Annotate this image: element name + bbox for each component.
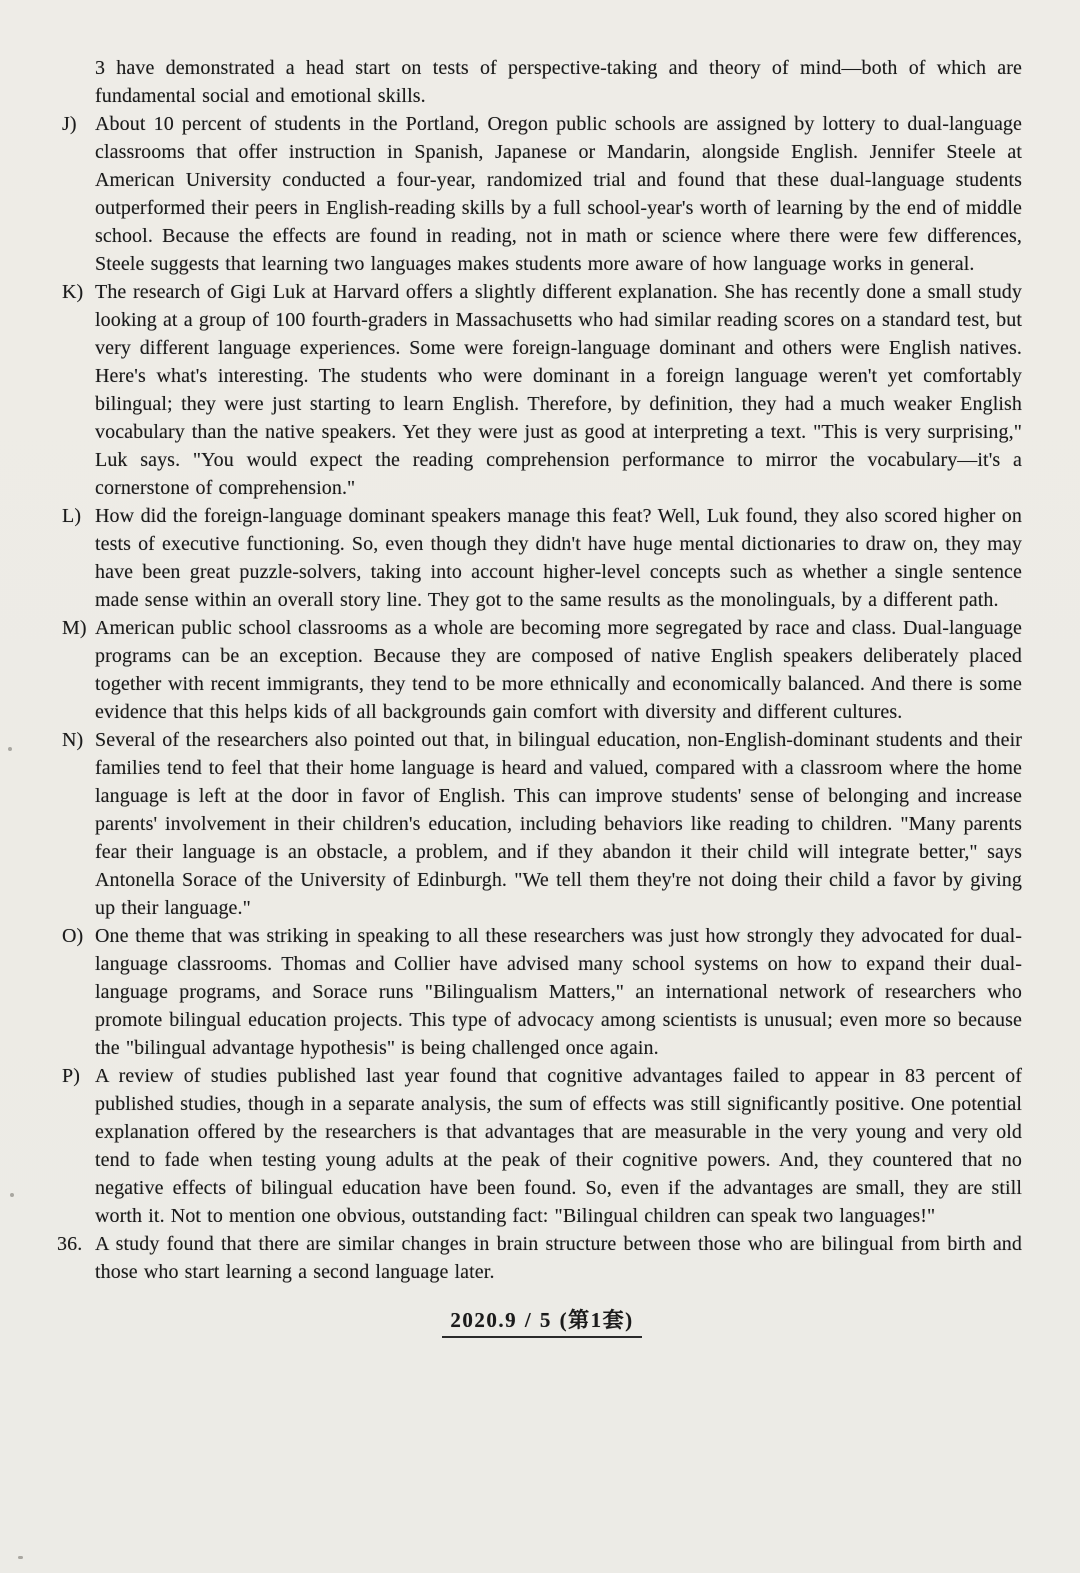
passage-paragraph-n xyxy=(62,726,1022,922)
paragraph-text: Several of the researchers also pointed out that, in bilingual education, non-English-dominant students and their families tend to feel that their home language is heard and valued, compared with a classroom where the home language is left at the door in favor of English. This can improve students' sense of belonging and increase parents' involvement in their children's education, including behaviors like reading to children. "Many parents fear their language is an obstacle, a problem, and if they abandon it their child will integrate better," says Antonella Sorace of the University of Edinburgh. "We tell them they're not doing their child a favor by giving up their language." xyxy=(95,729,1022,919)
paragraph-text: The research of Gigi Luk at Harvard offers a slightly different explanation. She has recently done a small study looking at a group of 100 fourth-graders in Massachusetts who had similar reading scores on a standard test, but very different language experiences. Some were foreign-language dominant and others were English natives. Here's what's interesting. The students who were dominant in a foreign language weren't yet comfortably bilingual; they were just starting to learn English. Therefore, by definition, they had a much weaker English vocabulary than the native speakers. Yet they were just as good at interpreting a text. "This is very surprising," Luk says. "You would expect the reading comprehension performance to mirror the vocabulary—it's a cornerstone of comprehension." xyxy=(95,281,1022,499)
scan-speck xyxy=(18,1556,23,1559)
passage-continuation xyxy=(62,54,1022,110)
passage-paragraph-p xyxy=(62,1062,1022,1230)
paragraph-text: About 10 percent of students in the Portland, Oregon public schools are assigned by lottery to dual-language classrooms that offer instruction in Spanish, Japanese or Mandarin, alongside English. Jennifer Steele at American University conducted a four-year, randomized trial and found that these dual-language students outperformed their peers in English-reading skills by a full school-year's worth of learning by the end of middle school. Because the effects are found in reading, not in math or science where there were few differences, Steele suggests that learning two languages makes students more aware of how language works in general. xyxy=(95,113,1022,275)
page-footer xyxy=(62,1306,1022,1338)
passage-paragraph-o xyxy=(62,922,1022,1062)
paragraph-label: O) xyxy=(62,925,84,947)
paragraph-text: One theme that was striking in speaking to all these researchers was just how strongly they advocated for dual-language classrooms. Thomas and Collier have advised many school systems on how to expand their dual-language programs, and Sorace runs "Bilingualism Matters," an international network of researchers who promote bilingual education projects. This type of advocacy among scientists is unusual; even more so because the "bilingual advantage hypothesis" is being challenged once again. xyxy=(95,925,1022,1059)
paragraph-text: How did the foreign-language dominant speakers manage this feat? Well, Luk found, they also scored higher on tests of executive functioning. So, even though they didn't have huge mental dictionaries to draw on, they may have been great puzzle-solvers, taking into account higher-level concepts such as whether a single sentence made sense within an overall story line. They got to the same results as the monolinguals, by a different path. xyxy=(95,505,1022,611)
paragraph-label: J) xyxy=(62,113,77,135)
scan-speck xyxy=(10,1193,14,1197)
paragraph-label: M) xyxy=(62,617,87,639)
paragraph-text: American public school classrooms as a whole are becoming more segregated by race and class. Dual-language programs can be an exception. Because they are composed of native English speakers deliberately placed together with recent immigrants, they tend to be more ethnically and economically balanced. And there is some evidence that this helps kids of all backgrounds gain comfort with diversity and different cultures. xyxy=(95,617,1022,723)
paragraph-text: A review of studies published last year found that cognitive advantages failed to appear in 83 percent of published studies, though in a separate analysis, the sum of effects was still significantly positive. One potential explanation offered by the researchers is that advantages that are measurable in the very young and very old tend to fade when testing young adults at the peak of their cognitive powers. And, they countered that no negative effects of bilingual education have been found. So, even if the advantages are small, they are still worth it. Not to mention one obvious, outstanding fact: "Bilingual children can speak two languages!" xyxy=(95,1065,1022,1227)
paragraph-label: L) xyxy=(62,505,82,527)
passage-paragraph-m xyxy=(62,614,1022,726)
passage-paragraph-l xyxy=(62,502,1022,614)
paragraph-label: K) xyxy=(62,281,84,303)
passage-paragraph-j xyxy=(62,110,1022,278)
question-number-label: 36. xyxy=(57,1233,83,1255)
paragraph-label: N) xyxy=(62,729,84,751)
passage-paragraph-k xyxy=(62,278,1022,502)
paragraph-text: 3 have demonstrated a head start on tests of perspective-taking and theory of mind—both of which are fundamental social and emotional skills. xyxy=(95,57,1022,107)
footer-date-set-label: 2020.9 / 5 (第1套) xyxy=(442,1306,641,1338)
paragraph-label: P) xyxy=(62,1065,80,1087)
question-item-36 xyxy=(57,1230,1022,1286)
question-text: A study found that there are similar changes in brain structure between those who are bilingual from birth and those who start learning a second language later. xyxy=(95,1233,1022,1283)
scan-speck xyxy=(8,747,12,751)
